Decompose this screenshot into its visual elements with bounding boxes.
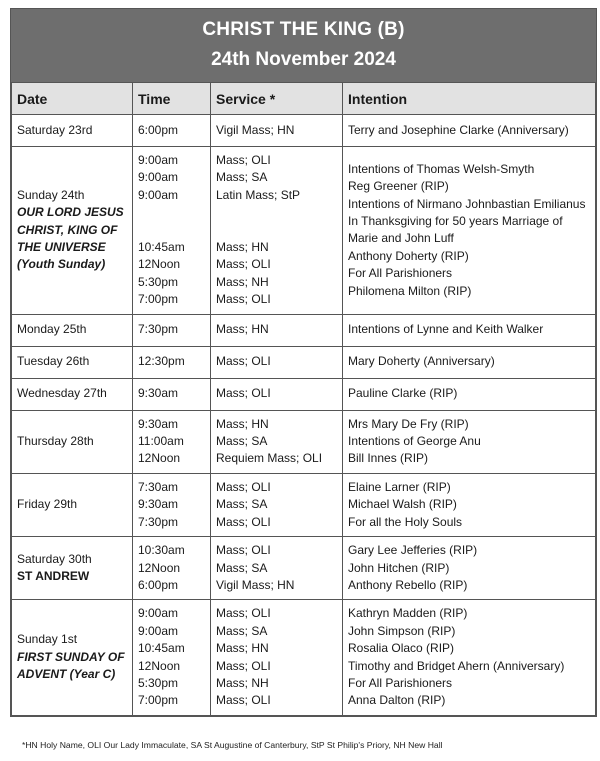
- service-cell: [211, 346, 343, 378]
- time-value: 6:00pm: [138, 122, 179, 137]
- table-row: [12, 147, 596, 315]
- time-cell: [133, 600, 211, 715]
- time-value: 7:30pm: [138, 514, 179, 529]
- intention-value: Elaine Larner (RIP): [348, 479, 451, 494]
- time-value: 12Noon: [138, 451, 181, 466]
- time-cell: [133, 115, 211, 147]
- intention-value: Intentions of Lynne and Keith Walker: [348, 322, 544, 337]
- schedule-banner: [11, 9, 596, 82]
- service-value: Vigil Mass; HN: [216, 122, 295, 137]
- intention-value: Michael Walsh (RIP): [348, 497, 457, 512]
- service-cell: [211, 473, 343, 536]
- intention-value: Timothy and Bridget Ahern (Anniversary): [348, 658, 565, 673]
- service-value: Mass; OLI: [216, 479, 271, 494]
- day-cell: [12, 346, 133, 378]
- line-spacer: [216, 204, 337, 221]
- intention-value: For All Parishioners: [348, 266, 453, 281]
- service-value: Mass; NH: [216, 274, 269, 289]
- column-header-time: Time: [133, 83, 211, 115]
- time-cell: [133, 314, 211, 346]
- line-spacer: [216, 222, 337, 239]
- day-cell: [12, 537, 133, 600]
- time-value: 9:30am: [138, 386, 179, 401]
- column-header-service: Service *: [211, 83, 343, 115]
- intention-value: Pauline Clarke (RIP): [348, 386, 458, 401]
- time-value: 9:00am: [138, 153, 179, 167]
- day-label: Tuesday 26th: [17, 354, 90, 369]
- intention-value: Anthony Doherty (RIP): [348, 248, 469, 263]
- time-value: 12Noon: [138, 560, 181, 575]
- day-cell: [12, 378, 133, 410]
- day-label: Wednesday 27th: [17, 386, 107, 401]
- service-value: Mass; SA: [216, 497, 268, 512]
- intention-value: For all the Holy Souls: [348, 514, 463, 529]
- service-value: Mass; OLI: [216, 292, 271, 307]
- intention-value: Mrs Mary De Fry (RIP): [348, 416, 469, 431]
- feast-label: FIRST SUNDAY OF ADVENT (Year C): [17, 649, 125, 682]
- day-cell: [12, 115, 133, 147]
- time-value: 7:30pm: [138, 322, 179, 337]
- service-value: Mass; SA: [216, 170, 268, 185]
- mass-schedule-sheet: [10, 8, 597, 717]
- intention-cell: [343, 600, 596, 715]
- intention-value: In Thanksgiving for 50 years Marriage of Marie and John Luff: [348, 213, 563, 246]
- service-cell: [211, 378, 343, 410]
- service-cell: [211, 115, 343, 147]
- intention-value: Bill Innes (RIP): [348, 451, 429, 466]
- time-value: 9:00am: [138, 170, 179, 185]
- intention-value: Mary Doherty (Anniversary): [348, 354, 495, 369]
- day-cell: [12, 600, 133, 715]
- column-header-date: Date: [12, 83, 133, 115]
- time-cell: [133, 147, 211, 315]
- service-value: Mass; HN: [216, 641, 269, 656]
- schedule-title: CHRIST THE KING (B): [202, 19, 405, 40]
- intention-value: John Simpson (RIP): [348, 623, 456, 638]
- time-value: 12:30pm: [138, 354, 185, 369]
- time-value: 9:30am: [138, 497, 179, 512]
- service-value: Mass; OLI: [216, 354, 271, 369]
- day-label: Sunday 1st: [17, 632, 78, 647]
- service-value: Mass; HN: [216, 240, 269, 255]
- table-row: [12, 537, 596, 600]
- time-cell: [133, 537, 211, 600]
- service-value: Mass; NH: [216, 675, 269, 690]
- time-value: 10:45am: [138, 641, 185, 656]
- intention-value: Anthony Rebello (RIP): [348, 577, 468, 592]
- time-cell: [133, 378, 211, 410]
- intention-value: Terry and Josephine Clarke (Anniversary): [348, 122, 569, 137]
- table-row: [12, 115, 596, 147]
- mass-schedule-table: [11, 82, 596, 716]
- schedule-date: 24th November 2024: [211, 49, 396, 70]
- intention-cell: [343, 410, 596, 473]
- table-row: [12, 600, 596, 715]
- footnote: *HN Holy Name, OLI Our Lady Immaculate, SA St Augustine of Canterbury, StP St Philip's Priory, NH New Hall: [22, 740, 443, 750]
- feast-label: OUR LORD JESUS CHRIST, KING OF THE UNIVERSE (Youth Sunday): [17, 205, 124, 272]
- table-row: [12, 473, 596, 536]
- time-value: 6:00pm: [138, 577, 179, 592]
- service-value: Mass; HN: [216, 416, 269, 431]
- day-cell: [12, 314, 133, 346]
- intention-value: Philomena Milton (RIP): [348, 283, 472, 298]
- day-label: Saturday 30th: [17, 551, 92, 566]
- time-value: 5:30pm: [138, 675, 179, 690]
- intention-cell: [343, 115, 596, 147]
- service-value: Mass; HN: [216, 322, 269, 337]
- intention-value: Reg Greener (RIP): [348, 179, 449, 194]
- day-label: Friday 29th: [17, 497, 78, 512]
- time-value: 12Noon: [138, 658, 181, 673]
- service-value: Mass; OLI: [216, 153, 271, 167]
- day-label: Sunday 24th: [17, 187, 85, 202]
- time-value: 7:00pm: [138, 292, 179, 307]
- service-value: Mass; OLI: [216, 386, 271, 401]
- service-value: Mass; OLI: [216, 543, 271, 558]
- service-value: Mass; SA: [216, 560, 268, 575]
- intention-cell: [343, 537, 596, 600]
- time-value: 7:30am: [138, 479, 179, 494]
- service-value: Mass; OLI: [216, 658, 271, 673]
- service-cell: [211, 147, 343, 315]
- intention-value: John Hitchen (RIP): [348, 560, 450, 575]
- intention-value: Kathryn Madden (RIP): [348, 606, 468, 621]
- time-value: 9:00am: [138, 187, 179, 202]
- day-cell: [12, 410, 133, 473]
- day-cell: [12, 147, 133, 315]
- time-cell: [133, 473, 211, 536]
- day-label: Thursday 28th: [17, 434, 94, 449]
- line-spacer: [138, 222, 205, 239]
- column-header-intention: Intention: [343, 83, 596, 115]
- time-value: 10:45am: [138, 240, 185, 255]
- service-value: Mass; OLI: [216, 514, 271, 529]
- service-value: Mass; OLI: [216, 257, 271, 272]
- service-value: Mass; OLI: [216, 606, 271, 621]
- intention-value: Intentions of Thomas Welsh-Smyth: [348, 161, 535, 176]
- intention-value: For All Parishioners: [348, 675, 453, 690]
- day-cell: [12, 473, 133, 536]
- table-row: [12, 378, 596, 410]
- intention-value: Rosalia Olaco (RIP): [348, 641, 455, 656]
- intention-cell: [343, 473, 596, 536]
- service-cell: [211, 410, 343, 473]
- time-value: 7:00pm: [138, 693, 179, 708]
- day-label: Saturday 23rd: [17, 122, 93, 137]
- service-value: Vigil Mass; HN: [216, 577, 295, 592]
- time-cell: [133, 346, 211, 378]
- time-value: 11:00am: [138, 434, 184, 449]
- intention-value: Gary Lee Jefferies (RIP): [348, 543, 478, 558]
- service-value: Mass; SA: [216, 434, 268, 449]
- intention-cell: [343, 346, 596, 378]
- time-value: 9:00am: [138, 606, 179, 621]
- intention-value: Intentions of Nirmano Johnbastian Emilianus: [348, 196, 586, 211]
- intention-cell: [343, 378, 596, 410]
- intention-value: Anna Dalton (RIP): [348, 693, 446, 708]
- table-header-row: [12, 83, 596, 115]
- time-cell: [133, 410, 211, 473]
- time-value: 12Noon: [138, 257, 181, 272]
- intention-cell: [343, 147, 596, 315]
- table-row: [12, 346, 596, 378]
- feast-label: ST ANDREW: [17, 569, 90, 584]
- service-cell: [211, 600, 343, 715]
- day-label: Monday 25th: [17, 322, 87, 337]
- intention-cell: [343, 314, 596, 346]
- service-value: Mass; SA: [216, 623, 268, 638]
- table-row: [12, 314, 596, 346]
- service-value: Latin Mass; StP: [216, 187, 301, 202]
- time-value: 9:30am: [138, 416, 179, 431]
- service-cell: [211, 314, 343, 346]
- service-cell: [211, 537, 343, 600]
- time-value: 5:30pm: [138, 274, 179, 289]
- intention-value: Intentions of George Anu: [348, 434, 481, 449]
- service-value: Requiem Mass; OLI: [216, 451, 323, 466]
- table-row: [12, 410, 596, 473]
- time-value: 9:00am: [138, 623, 179, 638]
- service-value: Mass; OLI: [216, 693, 271, 708]
- line-spacer: [138, 204, 205, 221]
- time-value: 10:30am: [138, 543, 185, 558]
